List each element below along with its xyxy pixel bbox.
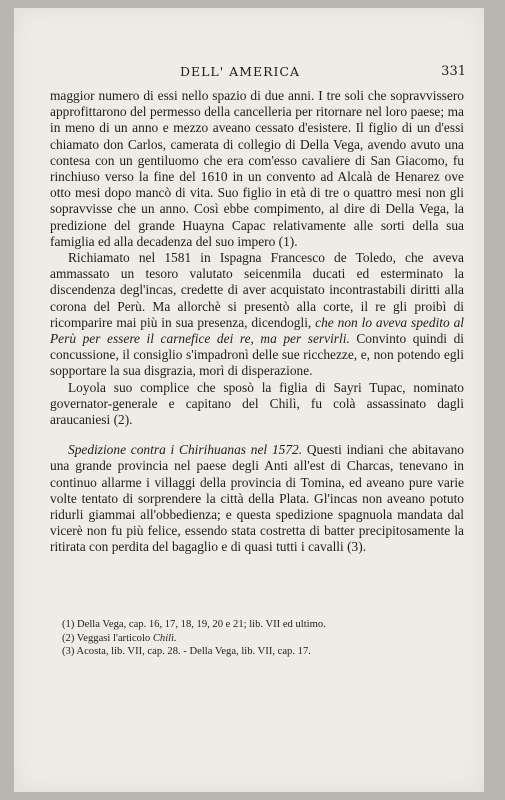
paragraph-2 xyxy=(50,250,464,380)
footnote-2-text: (2) Veggasi l'articolo xyxy=(62,632,153,644)
paragraph-2-italic-quote: che non lo aveva spedito al Perù per essere il carnefice dei re, ma per servirli. xyxy=(50,314,465,347)
paragraph-4-text: Questi indiani che abitavano una grande provincia nel paese degli Anti all'est di Charcas, tenevano in continuo allarme i villaggi della provincia di Tomina, ed aveano pure varie volte tentato di sorprendere la città della Plata. Gl'incas non aveano potuto ridurli giammai all'obbedienza; e questa spedizione spagnuola mandata dal vicerè non fu più felice, essendo stata costretta di batter precipitosamente la ritirata con perdita del bagaglio e di quasi tutti i cavalli (3). xyxy=(50,442,464,555)
footnote-1-text: (1) Della Vega, cap. 16, 17, 18, 19, 20 e 21; lib. VII ed ultimo. xyxy=(62,619,326,630)
body-text xyxy=(50,88,464,556)
paragraph-1-text: maggior numero di essi nello spazio di due anni. I tre soli che sopravvissero approfittarono del permesso della cancelleria per ritornare nel loro paese; ma in meno di un anno e mezzo aveano cessato d'esistere. Il figlio di un d'essi chiamato don Carlos, camerata di collegio di Della Vega, avendo avuto una contesa con un gentiluomo che era com'esso cavaliere di San Giacomo, fu rinchiuso verso la fine del 1610 in un convento ad Alcalà de Henarez ove otto mesi dopo mancò di vita. Suo figlio in età di tre o quattro mesi non gli sopravvisse che un anno. Così ebbe compimento, al dire di Della Vega, la predizione del grande Huayna Capac relativamente alle sorti della sua famiglia ed alla decadenza del suo impero (1). xyxy=(50,88,464,249)
footnote-1 xyxy=(62,618,462,632)
running-title: DELL' AMERICA xyxy=(179,64,301,79)
footnote-2 xyxy=(62,632,462,646)
section-title-italic: Spedizione contra i Chirihuanas nel 1572. xyxy=(68,442,303,458)
paragraph-2-text-after: Convinto quindi di concussione, il consiglio s'impadronì delle sue ricchezze, e, non potendo egli sopportare la sua disgrazia, morì di disperazione. xyxy=(50,331,464,379)
paragraph-2-text-before: Richiamato nel 1581 in Ispagna Francesco de Toledo, che aveva ammassato un tesoro valutato seicenmila ducati ed esterminato la discendenza degl'incas, credette di aver acquistato incontrastabili diritti alla corona del Perù. Ma allorchè si presentò alla corte, il re gli proibì di ricomparire mai più in sua presenza, dicendogli, xyxy=(50,250,464,330)
paragraph-3 xyxy=(50,380,464,429)
footnote-3 xyxy=(62,645,462,659)
page-header xyxy=(14,64,466,84)
footnotes xyxy=(62,618,462,659)
paragraph-4 xyxy=(50,442,464,555)
paragraph-3-text: Loyola suo complice che sposò la figlia di Sayri Tupac, nominato governator-generale e capitano del Chilì, fu colà assassinato dagli araucaniesi (2). xyxy=(50,379,464,428)
paragraph-1 xyxy=(50,88,464,250)
paragraph-gap xyxy=(50,428,464,442)
footnote-2-italic: Chilì. xyxy=(152,632,177,644)
page-number: 331 xyxy=(441,64,466,79)
book-page xyxy=(14,8,484,792)
footnote-3-text: (3) Acosta, lib. VII, cap. 28. - Della Vega, lib. VII, cap. 17. xyxy=(62,646,311,658)
